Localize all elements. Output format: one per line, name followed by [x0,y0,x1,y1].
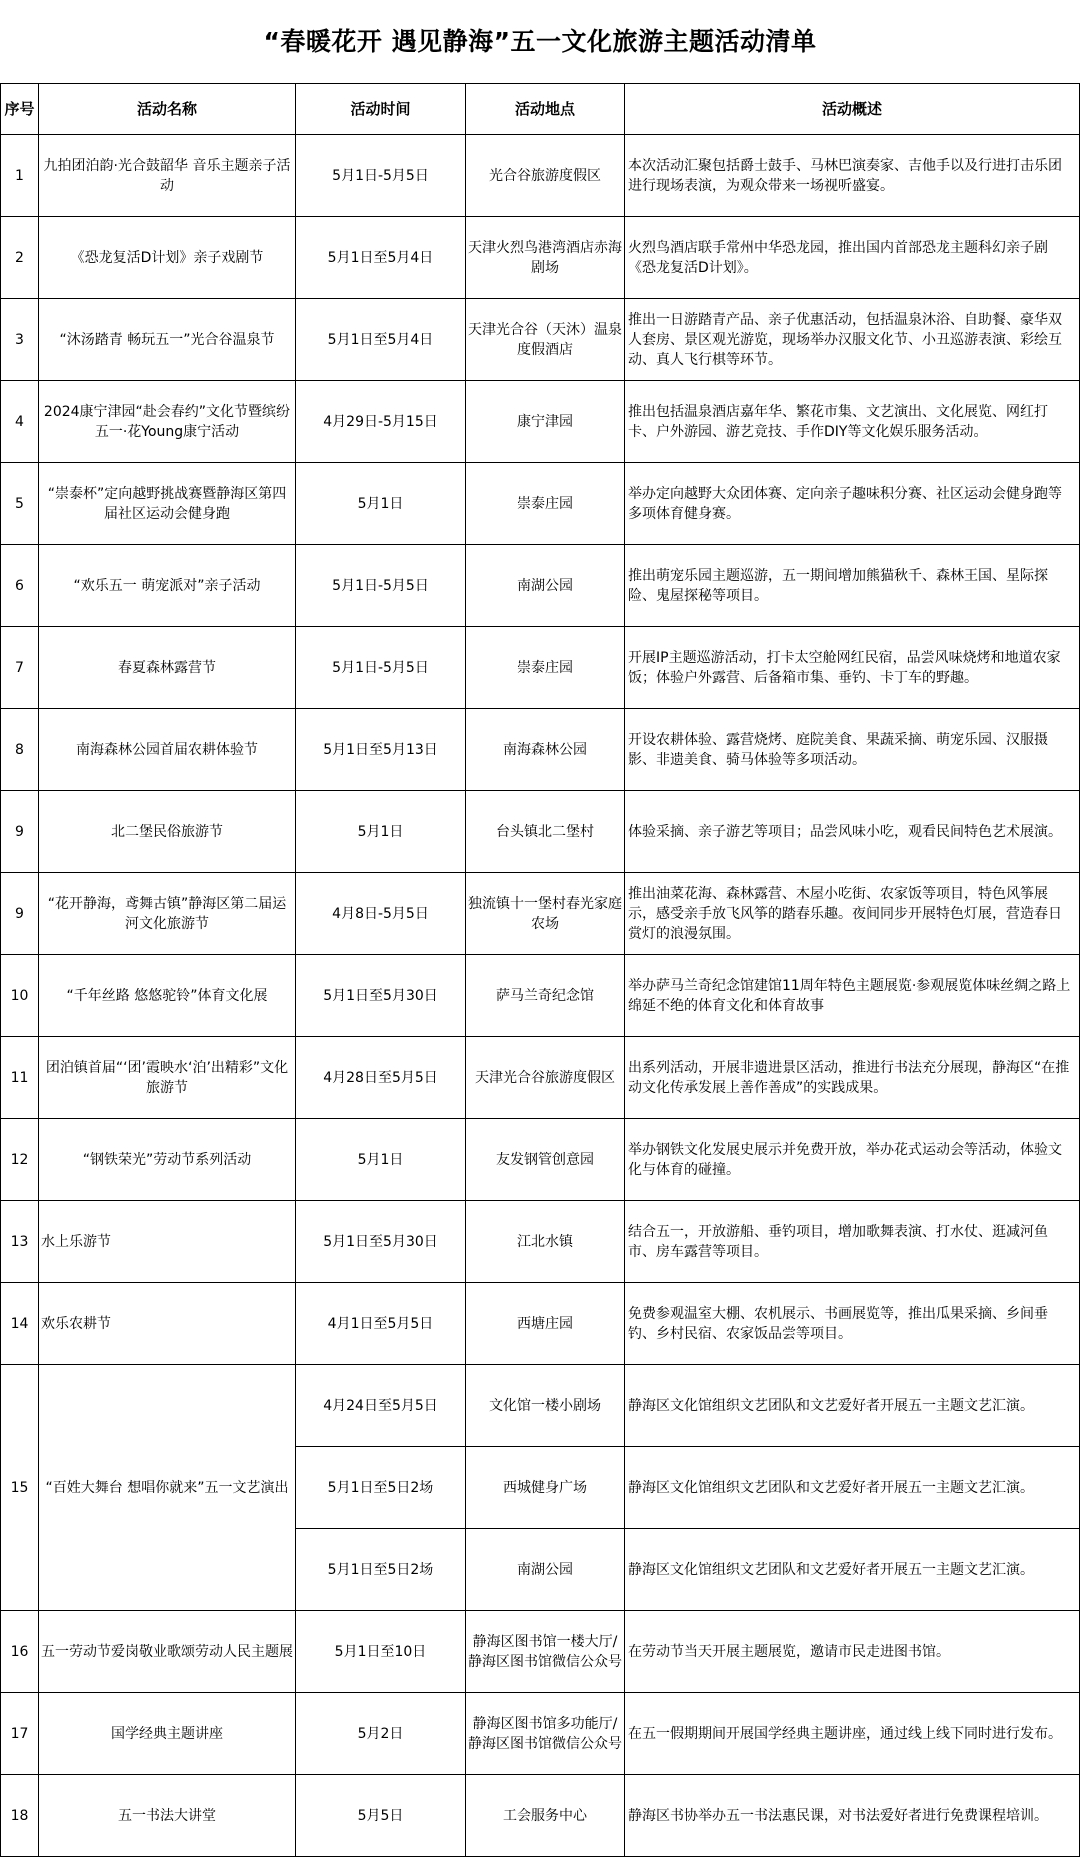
table-row [1,627,1080,709]
cell-no: 2 [1,217,39,299]
cell-desc: 免费参观温室大棚、农机展示、书画展览等，推出瓜果采摘、乡间垂钓、乡村民宿、农家饭品尝等项目。 [625,1283,1080,1365]
cell-name: 九拍团泊韵·光合鼓韶华 音乐主题亲子活动 [39,135,296,217]
cell-no: 18 [1,1775,39,1857]
cell-time: 5月1日至5月4日 [296,217,466,299]
cell-no: 17 [1,1693,39,1775]
cell-desc: 静海区文化馆组织文艺团队和文艺爱好者开展五一主题文艺汇演。 [625,1365,1080,1447]
cell-no: 10 [1,955,39,1037]
cell-desc: 举办钢铁文化发展史展示并免费开放，举办花式运动会等活动，体验文化与体育的碰撞。 [625,1119,1080,1201]
cell-place: 西塘庄园 [466,1283,625,1365]
header-no: 序号 [1,84,39,135]
activity-table [0,83,1080,1857]
header-place: 活动地点 [466,84,625,135]
cell-desc: 推出一日游踏青产品、亲子优惠活动，包括温泉沐浴、自助餐、豪华双人套房、景区观光游览，现场举办汉服文化节、小丑巡游表演、彩绘互动、真人飞行棋等环节。 [625,299,1080,381]
cell-desc: 结合五一，开放游船、垂钓项目，增加歌舞表演、打水仗、逛减河鱼市、房车露营等项目。 [625,1201,1080,1283]
cell-time: 5月2日 [296,1693,466,1775]
cell-desc: 推出油菜花海、森林露营、木屋小吃街、农家饭等项目，特色风筝展示，感受亲手放飞风筝的踏春乐趣。夜间同步开展特色灯展，营造春日赏灯的浪漫氛围。 [625,873,1080,955]
cell-no: 16 [1,1611,39,1693]
table-header-row [1,84,1080,135]
cell-name: 国学经典主题讲座 [39,1693,296,1775]
cell-place: 静海区图书馆一楼大厅/静海区图书馆微信公众号 [466,1611,625,1693]
cell-time: 4月24日至5月5日 [296,1365,466,1447]
cell-no: 9 [1,873,39,955]
cell-place: 南湖公园 [466,1529,625,1611]
cell-no: 11 [1,1037,39,1119]
cell-desc: 火烈鸟酒店联手常州中华恐龙园，推出国内首部恐龙主题科幻亲子剧《恐龙复活D计划》。 [625,217,1080,299]
cell-time: 5月1日-5月5日 [296,135,466,217]
table-row [1,873,1080,955]
cell-no: 8 [1,709,39,791]
cell-time: 5月5日 [296,1775,466,1857]
header-desc: 活动概述 [625,84,1080,135]
cell-desc: 推出包括温泉酒店嘉年华、繁花市集、文艺演出、文化展览、网红打卡、户外游园、游艺竞技、手作DIY等文化娱乐服务活动。 [625,381,1080,463]
cell-name: 水上乐游节 [39,1201,296,1283]
table-row [1,463,1080,545]
cell-place: 文化馆一楼小剧场 [466,1365,625,1447]
cell-place: 天津火烈鸟港湾酒店赤海剧场 [466,217,625,299]
cell-name: 春夏森林露营节 [39,627,296,709]
table-row [1,545,1080,627]
cell-time: 5月1日至5月4日 [296,299,466,381]
cell-time: 4月1日至5月5日 [296,1283,466,1365]
cell-desc: 在劳动节当天开展主题展览，邀请市民走进图书馆。 [625,1611,1080,1693]
header-name: 活动名称 [39,84,296,135]
cell-no: 3 [1,299,39,381]
table-row [1,381,1080,463]
cell-name: 团泊镇首届“‘团’霞映水‘泊’出精彩”文化旅游节 [39,1037,296,1119]
cell-no: 15 [1,1365,39,1611]
cell-desc: 静海区文化馆组织文艺团队和文艺爱好者开展五一主题文艺汇演。 [625,1447,1080,1529]
cell-place: 天津光合谷旅游度假区 [466,1037,625,1119]
table-body [1,135,1080,1857]
cell-place: 康宁津园 [466,381,625,463]
cell-desc: 开设农耕体验、露营烧烤、庭院美食、果蔬采摘、萌宠乐园、汉服摄影、非遗美食、骑马体验等多项活动。 [625,709,1080,791]
table-row [1,1037,1080,1119]
table-row [1,299,1080,381]
cell-time: 4月29日-5月15日 [296,381,466,463]
cell-no: 13 [1,1201,39,1283]
cell-name: 五一劳动节爱岗敬业歌颂劳动人民主题展 [39,1611,296,1693]
cell-no: 6 [1,545,39,627]
table-row [1,1611,1080,1693]
cell-place: 崇泰庄园 [466,463,625,545]
cell-desc: 举办定向越野大众团体赛、定向亲子趣味积分赛、社区运动会健身跑等多项体育健身赛。 [625,463,1080,545]
cell-time: 5月1日-5月5日 [296,627,466,709]
cell-time: 5月1日至5月30日 [296,955,466,1037]
cell-time: 5月1日-5月5日 [296,545,466,627]
cell-time: 5月1日 [296,463,466,545]
cell-place: 萨马兰奇纪念馆 [466,955,625,1037]
cell-time: 4月8日-5月5日 [296,873,466,955]
cell-place: 友发钢管创意园 [466,1119,625,1201]
cell-desc: 本次活动汇聚包括爵士鼓手、马林巴演奏家、吉他手以及行进打击乐团进行现场表演，为观众带来一场视听盛宴。 [625,135,1080,217]
table-row [1,1693,1080,1775]
cell-time: 5月1日至5月30日 [296,1201,466,1283]
cell-name: “崇泰杯”定向越野挑战赛暨静海区第四届社区运动会健身跑 [39,463,296,545]
cell-name: “钢铁荣光”劳动节系列活动 [39,1119,296,1201]
cell-desc: 出系列活动，开展非遗进景区活动，推进行书法充分展现，静海区“在推动文化传承发展上善作善成”的实践成果。 [625,1037,1080,1119]
cell-name: 南海森林公园首届农耕体验节 [39,709,296,791]
cell-time: 5月1日 [296,1119,466,1201]
cell-place: 南海森林公园 [466,709,625,791]
table-row [1,1283,1080,1365]
cell-desc: 举办萨马兰奇纪念馆建馆11周年特色主题展览·参观展览体味丝绸之路上绵延不绝的体育文化和体育故事 [625,955,1080,1037]
cell-name: “花开静海，鸢舞古镇”静海区第二届运河文化旅游节 [39,873,296,955]
cell-no: 1 [1,135,39,217]
table-row [1,1201,1080,1283]
cell-time: 5月1日 [296,791,466,873]
cell-name: “沐汤踏青 畅玩五一”光合谷温泉节 [39,299,296,381]
cell-name: 欢乐农耕节 [39,1283,296,1365]
table-row [1,709,1080,791]
table-row [1,1775,1080,1857]
cell-no: 5 [1,463,39,545]
cell-place: 工会服务中心 [466,1775,625,1857]
cell-name: “百姓大舞台 想唱你就来”五一文艺演出 [39,1365,296,1611]
table-row [1,135,1080,217]
cell-place: 光合谷旅游度假区 [466,135,625,217]
cell-time: 4月28日至5月5日 [296,1037,466,1119]
cell-desc: 体验采摘、亲子游艺等项目；品尝风味小吃，观看民间特色艺术展演。 [625,791,1080,873]
table-row [1,217,1080,299]
header-time: 活动时间 [296,84,466,135]
cell-place: 独流镇十一堡村春光家庭农场 [466,873,625,955]
cell-desc: 在五一假期期间开展国学经典主题讲座，通过线上线下同时进行发布。 [625,1693,1080,1775]
cell-place: 天津光合谷（天沐）温泉度假酒店 [466,299,625,381]
cell-place: 崇泰庄园 [466,627,625,709]
table-row [1,955,1080,1037]
cell-no: 12 [1,1119,39,1201]
cell-name: “千年丝路 悠悠驼铃”体育文化展 [39,955,296,1037]
cell-name: 北二堡民俗旅游节 [39,791,296,873]
cell-time: 5月1日至5日2场 [296,1447,466,1529]
cell-time: 5月1日至5日2场 [296,1529,466,1611]
table-row [1,1119,1080,1201]
cell-desc: 静海区文化馆组织文艺团队和文艺爱好者开展五一主题文艺汇演。 [625,1529,1080,1611]
cell-place: 台头镇北二堡村 [466,791,625,873]
cell-name: “欢乐五一 萌宠派对”亲子活动 [39,545,296,627]
cell-time: 5月1日至10日 [296,1611,466,1693]
cell-desc: 静海区书协举办五一书法惠民课，对书法爱好者进行免费课程培训。 [625,1775,1080,1857]
cell-name: 《恐龙复活D计划》亲子戏剧节 [39,217,296,299]
table-row-group15-a [1,1365,1080,1447]
cell-no: 7 [1,627,39,709]
cell-desc: 推出萌宠乐园主题巡游，五一期间增加熊猫秋千、森林王国、星际探险、鬼屋探秘等项目。 [625,545,1080,627]
cell-place: 静海区图书馆多功能厅/静海区图书馆微信公众号 [466,1693,625,1775]
cell-no: 9 [1,791,39,873]
cell-place: 南湖公园 [466,545,625,627]
page-title: “春暖花开 遇见静海”五一文化旅游主题活动清单 [263,27,817,56]
table-row [1,791,1080,873]
cell-desc: 开展IP主题巡游活动，打卡太空舱网红民宿，品尝风味烧烤和地道农家饭；体验户外露营、后备箱市集、垂钓、卡丁车的野趣。 [625,627,1080,709]
cell-no: 4 [1,381,39,463]
cell-place: 江北水镇 [466,1201,625,1283]
cell-no: 14 [1,1283,39,1365]
cell-time: 5月1日至5月13日 [296,709,466,791]
cell-name: 五一书法大讲堂 [39,1775,296,1857]
cell-place: 西城健身广场 [466,1447,625,1529]
cell-name: 2024康宁津园“赴会春约”文化节暨缤纷五一·花Young康宁活动 [39,381,296,463]
